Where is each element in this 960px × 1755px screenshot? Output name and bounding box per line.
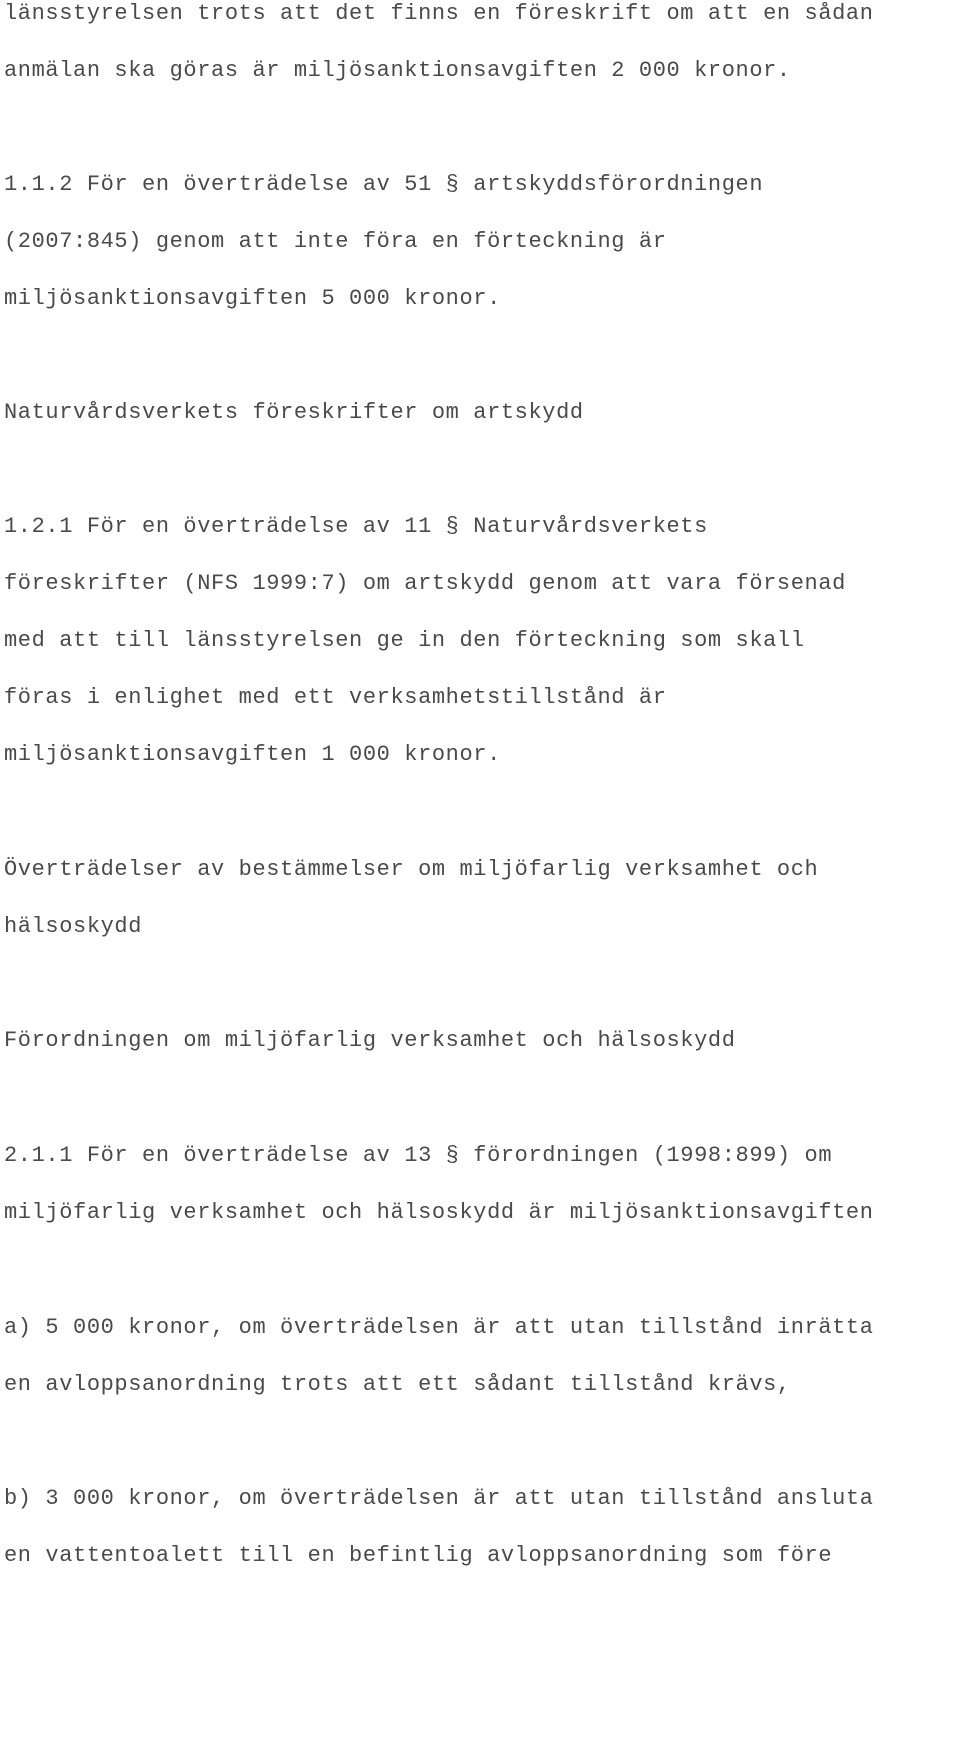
text-line: (2007:845) genom att inte föra en förteckning är [4,229,667,254]
text-line: länsstyrelsen trots att det finns en föreskrift om att en sådan [4,1,874,26]
text-line: miljöfarlig verksamhet och hälsoskydd är miljösanktionsavgiften [4,1200,874,1225]
section-heading: Överträdelser av bestämmelser om miljöfarlig verksamhet och [4,857,819,882]
section-heading: hälsoskydd [4,914,143,939]
list-item: en vattentoalett till en befintlig avloppsanordning som före [4,1543,833,1568]
text-line: med att till länsstyrelsen ge in den förteckning som skall [4,628,805,653]
text-line: anmälan ska göras är miljösanktionsavgiften 2 000 kronor. [4,58,791,83]
text-line: miljösanktionsavgiften 1 000 kronor. [4,742,501,767]
text-line: 1.1.2 För en överträdelse av 51 § artskyddsförordningen [4,172,764,197]
list-item: b) 3 000 kronor, om överträdelsen är att utan tillstånd ansluta [4,1486,874,1511]
text-line: 2.1.1 För en överträdelse av 13 § förordningen (1998:899) om [4,1143,833,1168]
text-line: föras i enlighet med ett verksamhetstillstånd är [4,685,667,710]
section-heading: Naturvårdsverkets föreskrifter om artskydd [4,400,584,425]
text-line: miljösanktionsavgiften 5 000 kronor. [4,286,501,311]
section-heading: Förordningen om miljöfarlig verksamhet och hälsoskydd [4,1028,736,1053]
list-item: en avloppsanordning trots att ett sådant tillstånd krävs, [4,1372,791,1397]
text-line: 1.2.1 För en överträdelse av 11 § Naturvårdsverkets [4,514,708,539]
text-line: föreskrifter (NFS 1999:7) om artskydd genom att vara försenad [4,571,846,596]
list-item: a) 5 000 kronor, om överträdelsen är att utan tillstånd inrätta [4,1315,874,1340]
